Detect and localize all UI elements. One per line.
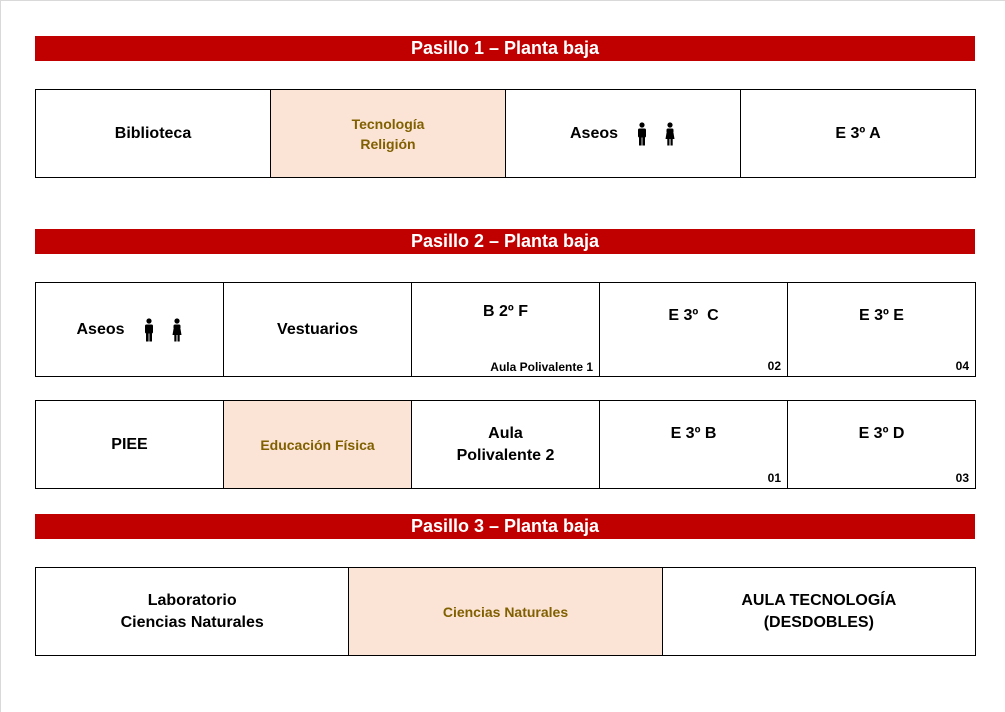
room-e3c-number: 02: [767, 359, 781, 373]
page-border-top: [0, 0, 1005, 1]
corridor-2-rooms-row-2: [35, 400, 976, 489]
room-aseos-1-label: Aseos: [569, 124, 619, 142]
room-e3e: [788, 283, 975, 376]
room-piee: [36, 401, 224, 488]
room-tecnologia-religion: [271, 90, 506, 177]
room-e3b-label: E 3º B: [670, 425, 717, 442]
room-e3c: [600, 283, 788, 376]
corridor-1-banner: [35, 36, 975, 61]
room-ciencias-naturales-label: Ciencias Naturales: [442, 603, 569, 620]
man-icon: [636, 122, 648, 146]
room-e3d: [788, 401, 975, 488]
room-e3b: [600, 401, 788, 488]
room-aseos-2: [36, 283, 224, 376]
room-e3a: [741, 90, 975, 177]
room-laboratorio-sublabel: Ciencias Naturales: [120, 613, 264, 631]
room-aseos-1: [506, 90, 741, 177]
room-vestuarios: [224, 283, 412, 376]
room-aula-label: Aula: [488, 424, 523, 442]
room-aseos-2-label: Aseos: [76, 320, 125, 338]
corridor-3-banner: [35, 514, 975, 539]
woman-icon: [171, 318, 183, 342]
woman-icon: [664, 122, 676, 146]
room-b2f-label: B 2º F: [483, 303, 528, 320]
room-educacion-fisica: [224, 401, 412, 488]
room-laboratorio-label: Laboratorio: [147, 591, 237, 609]
corridor-2-rooms-row-1: [35, 282, 976, 377]
room-e3d-label: E 3º D: [858, 425, 905, 442]
room-aula-tecnologia-sublabel: (DESDOBLES): [763, 613, 874, 631]
room-e3b-number: 01: [767, 471, 781, 485]
room-laboratorio: [36, 568, 349, 655]
room-b2f-sublabel: Aula Polivalente 1: [490, 360, 593, 374]
room-e3c-label: E 3º C: [668, 307, 719, 324]
room-e3e-label: E 3º E: [859, 307, 904, 324]
room-vestuarios-label: Vestuarios: [277, 320, 358, 338]
room-b2f: [412, 283, 600, 376]
room-e3a-label: E 3º A: [835, 124, 881, 142]
room-biblioteca-label: Biblioteca: [114, 124, 192, 142]
page-border-left: [0, 0, 1, 712]
corridor-1-rooms: [35, 89, 976, 178]
room-religion-label: Religión: [360, 135, 416, 152]
corridor-2-title: Pasillo 2 – Planta baja: [410, 231, 600, 251]
room-ciencias-naturales: [349, 568, 662, 655]
room-biblioteca: [36, 90, 271, 177]
room-aula-polivalente-2: [412, 401, 600, 488]
corridor-1-title: Pasillo 1 – Planta baja: [410, 38, 600, 58]
room-educacion-fisica-label: Educación Física: [260, 436, 375, 453]
corridor-3-rooms: [35, 567, 976, 656]
room-aula-tecnologia-label: AULA TECNOLOGÍA: [741, 591, 897, 609]
man-icon: [143, 318, 155, 342]
room-aula-tecnologia: [663, 568, 975, 655]
room-piee-label: PIEE: [111, 435, 148, 453]
room-e3e-number: 04: [955, 359, 969, 373]
room-e3d-number: 03: [955, 471, 969, 485]
corridor-3-title: Pasillo 3 – Planta baja: [410, 516, 600, 536]
room-polivalente-2-label: Polivalente 2: [456, 446, 555, 464]
room-tecnologia-label: Tecnología: [351, 115, 425, 132]
corridor-2-banner: [35, 229, 975, 254]
